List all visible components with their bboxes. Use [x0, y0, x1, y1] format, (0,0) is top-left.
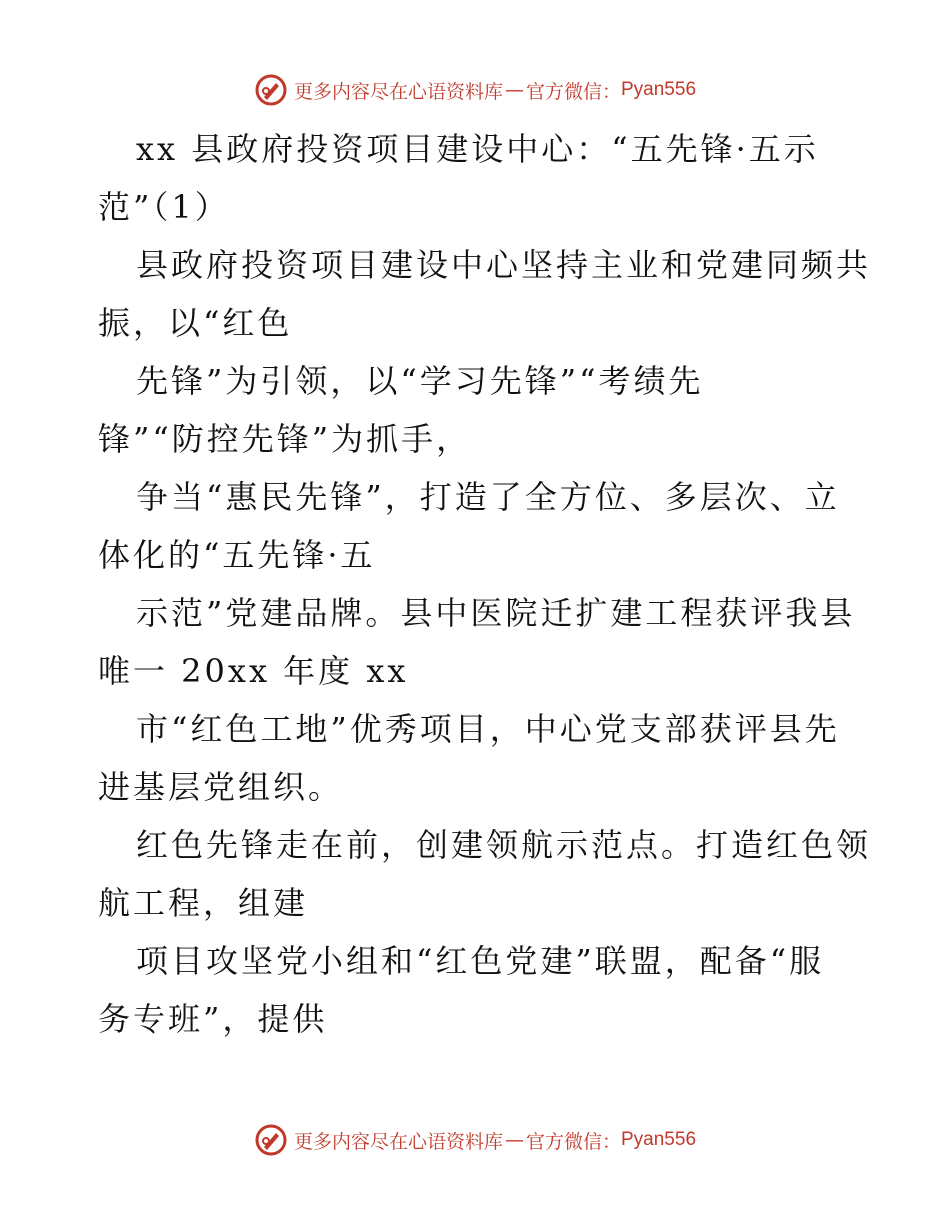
text-line: 示范”党建品牌。县中医院迁扩建工程获评我县 [136, 594, 856, 632]
text-line: 市“红色工地”优秀项目，中心党支部获评县先 [136, 710, 840, 748]
text-line: 体化的“五先锋·五 [98, 536, 376, 574]
watermark-wechat-id: Pyan556 [621, 1129, 697, 1150]
text-line: 进基层党组织。 [98, 768, 344, 806]
watermark-dash: — [504, 79, 524, 101]
watermark-site: 更多内容尽在心语资料库 [293, 80, 503, 103]
pen-logo-icon [254, 73, 288, 107]
text-line: 务专班”，提供 [98, 1000, 328, 1038]
text-line: 锋”“防控先锋”为抓手， [98, 420, 472, 458]
text-line: 县政府投资项目建设中心坚持主业和党建同频共 [136, 246, 872, 284]
text-line: 振，以“红色 [98, 304, 293, 342]
watermark-wechat-label: 官方微信： [525, 80, 621, 103]
pen-logo-icon [254, 1123, 288, 1157]
text-line: 红色先锋走在前，创建领航示范点。打造红色领 [136, 826, 872, 864]
text-line: 唯一 20xx 年度 xx [98, 652, 409, 690]
watermark-wechat-id: Pyan556 [621, 79, 697, 100]
watermark-dash: — [504, 1129, 524, 1151]
text-line: 航工程，组建 [98, 884, 309, 922]
watermark-wechat-label: 官方微信： [525, 1130, 621, 1153]
watermark-header [0, 70, 950, 110]
text-line: 范”（1） [98, 188, 230, 226]
watermark-site: 更多内容尽在心语资料库 [293, 1130, 503, 1153]
text-line: 项目攻坚党小组和“红色党建”联盟，配备“服 [136, 942, 825, 980]
text-line: xx 县政府投资项目建设中心：“五先锋·五示 [136, 130, 819, 168]
watermark-footer [0, 1120, 950, 1160]
document-body [98, 120, 872, 1048]
text-line: 争当“惠民先锋”，打造了全方位、多层次、立 [136, 478, 840, 516]
text-line: 先锋”为引领，以“学习先锋”“考绩先 [136, 362, 704, 400]
